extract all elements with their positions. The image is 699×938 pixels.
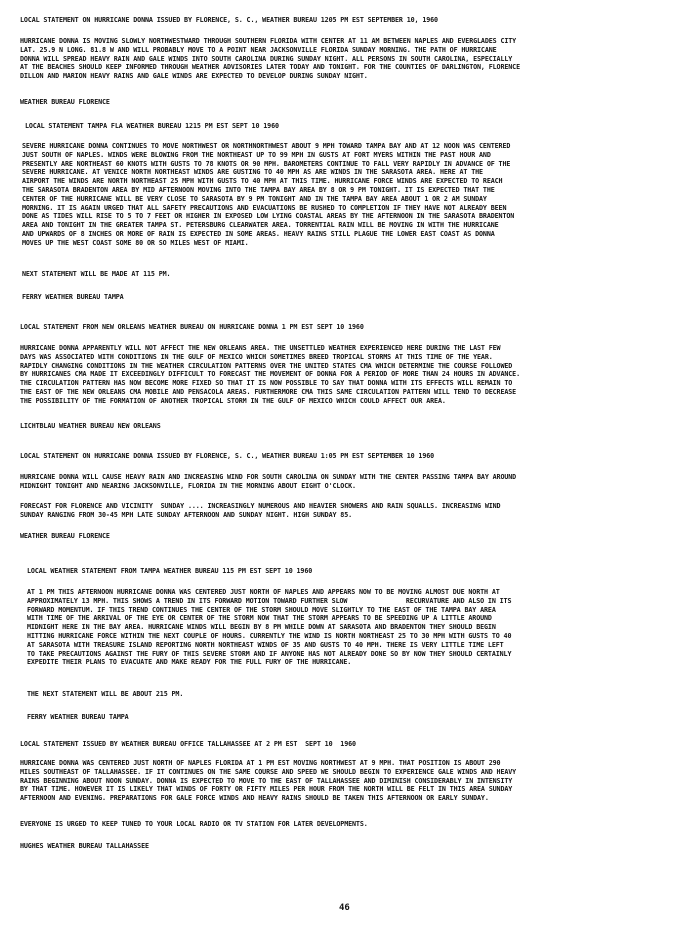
statement-2-heading: LOCAL STATEMENT TAMPA FLA WEATHER BUREAU 1215 PM EST SEPT 10 1960 — [25, 122, 279, 130]
statement-4-body: HURRICANE DONNA WILL CAUSE HEAVY RAIN AND INCREASING WIND FOR SOUTH CAROLINA ON SUNDAY WITH THE CENTER PASSING TAMPA BAY AROUND MIDNIGHT TONIGHT AND NEARING JACKSONVILLE, FLORIDA IN THE MORNING ABOUT EIGHT O'CLOCK. — [20, 473, 517, 490]
statement-6-body: HURRICANE DONNA WAS CENTERED JUST NORTH OF NAPLES FLORIDA AT 1 PM EST MOVING NORTHWEST AT 9 MPH. THAT POSITION IS ABOUT 290 MILES SOUTHEAST OF TALLAHASSEE. IF IT CONTINUES ON THE SAME COURSE AND SPEED WE SHOULD BEGIN TO EXPERIENCE GALE WINDS AND HEAVY RAINS BEGINNING ABOUT NOON SUNDAY. DONNA IS EXPECTED TO MOVE TO THE EAST OF TALLAHASSEE AND DIMINISH CONSIDERABLY IN INTENSITY BY THAT TIME. HOWEVER IT IS LIKELY THAT WINDS OF FORTY OR FIFTY MILES PER HOUR FROM THE NORTH WILL BE FELT IN THIS AREA SUNDAY AFTERNOON AND EVENING. PREPARATIONS FOR GALE FORCE WINDS AND HEAVY RAINS SHOULD BE TAKEN THIS AFTERNOON OR EARLY SUNDAY. — [20, 759, 517, 803]
statement-5-heading: LOCAL WEATHER STATEMENT FROM TAMPA WEATHER BUREAU 115 PM EST SEPT 10 1960 — [27, 567, 313, 575]
statement-4-signature: WEATHER BUREAU FLORENCE — [20, 532, 110, 540]
statement-2-next: NEXT STATEMENT WILL BE MADE AT 115 PM. — [22, 270, 171, 278]
statement-3-heading: LOCAL STATEMENT FROM NEW ORLEANS WEATHER BUREAU ON HURRICANE DONNA 1 PM EST SEPT 10 1960 — [20, 323, 364, 331]
statement-4-heading: LOCAL STATEMENT ON HURRICANE DONNA ISSUED BY FLORENCE, S. C., WEATHER BUREAU 1:05 PM EST SEPTEMBER 10 1960 — [20, 452, 435, 460]
page-number: 46 — [339, 903, 350, 913]
statement-2-signature: FERRY WEATHER BUREAU TAMPA — [22, 293, 124, 301]
statement-1-body: HURRICANE DONNA IS MOVING SLOWLY NORTHWESTWARD THROUGH SOUTHERN FLORIDA WITH CENTER AT 11 AM BETWEEN NAPLES AND EVERGLADES CITY LAT. 25.9 N LONG. 81.8 W AND WILL PROBABLY MOVE TO A POINT NEAR JACKSONVILLE FLORIDA SUNDAY MORNING. THE PATH OF HURRICANE DONNA WILL SPREAD HEAVY RAIN AND GALE WINDS INTO SOUTH CAROLINA DURING SUNDAY NIGHT. ALL PERSONS IN SOUTH CAROLINA, ESPECIALLY AT THE BEACHES SHOULD KEEP INFORMED THROUGH WEATHER ADVISORIES LATER TODAY AND TONIGHT. FOR THE COUNTIES OF DARLINGTON, FLORENCE DILLON AND MARION HEAVY RAINS AND GALE WINDS ARE EXPECTED TO DEVELOP DURING SUNDAY NIGHT. — [20, 37, 520, 81]
statement-3-signature: LICHTBLAU WEATHER BUREAU NEW ORLEANS — [20, 422, 161, 430]
statement-2-body: SEVERE HURRICANE DONNA CONTINUES TO MOVE NORTHWEST OR NORTHNORTHWEST ABOUT 9 MPH TOWARD TAMPA BAY AND AT 12 NOON WAS CENTERED JUST SOUTH OF NAPLES. WINDS WERE BLOWING FROM THE NORTHEAST UP TO 99 MPH IN GUSTS AT FORT MYERS WITHIN THE PAST HOUR AND PRESENTLY ARE NORTHEAST 60 KNOTS WITH GUSTS TO 78 KNOTS OR 90 MPH. BAROMETERS CONTINUE TO FALL VERY RAPIDLY IN ADVANCE OF THE SEVERE HURRICANE. AT VENICE NORTH NORTHEAST WINDS ARE GUSTING TO 40 MPH AS ARE WINDS IN THE SARASOTA AREA. HERE AT THE AIRPORT THE WINDS ARE NORTH NORTHEAST 25 MPH WITH GUSTS TO 40 MPH AT THIS TIME. HURRICANE FORCE WINDS ARE EXPECTED TO REACH THE SARASOTA BRADENTON AREA BY MID AFTERNOON MOVING INTO THE TAMPA BAY AREA BY 8 OR 9 PM TONIGHT. IT IS EXPECTED THAT THE CENTER OF THE HURRICANE WILL BE VERY CLOSE TO SARASOTA BY 9 PM TONIGHT AND IN THE TAMPA BAY AREA ABOUT 1 OR 2 AM SUNDAY MORNING. IT IS AGAIN URGED THAT ALL SAFETY PRECAUTIONS AND EVACUATIONS BE RUSHED TO COMPLETION IF THEY HAVE NOT ALREADY BEEN DONE AS TIDES WILL RISE TO 5 TO 7 FEET OR HIGHER IN EXPOSED LOW LYING COASTAL AREAS BY THE AFTERNOON IN THE SARASOTA BRADENTON AREA AND TONIGHT IN THE GREATER TAMPA ST. PETERSBURG CLEARWATER AREA. TORRENTIAL RAIN WILL BE MOVING IN WITH THE HURRICANE AND UPWARDS OF 8 INCHES OR MORE OF RAIN IS EXPECTED IN SOME AREAS. HEAVY RAINS STILL PLAGUE THE LOWER EAST COAST AS DONNA MOVES UP THE WEST COAST SOME 80 OR SO MILES WEST OF MIAMI. — [22, 142, 515, 247]
statement-1-heading: LOCAL STATEMENT ON HURRICANE DONNA ISSUED BY FLORENCE, S. C., WEATHER BUREAU 1205 PM EST SEPTEMBER 10, 1960 — [20, 16, 438, 24]
statement-6-signature: HUGHES WEATHER BUREAU TALLAHASSEE — [20, 842, 149, 850]
statement-4-forecast: FORECAST FOR FLORENCE AND VICINITY SUNDAY .... INCREASINGLY NUMEROUS AND HEAVIER SHOWERS AND RAIN SQUALLS. INCREASING WIND SUNDAY RANGING FROM 30-45 MPH LATE SUNDAY AFTERNOON AND SUNDAY NIGHT. HIGH SUNDAY 85. — [20, 502, 501, 519]
statement-6-next: EVERYONE IS URGED TO KEEP TUNED TO YOUR LOCAL RADIO OR TV STATION FOR LATER DEVELOPMENTS. — [20, 820, 368, 828]
statement-5-next: THE NEXT STATEMENT WILL BE ABOUT 215 PM. — [27, 690, 184, 698]
statement-6-heading: LOCAL STATEMENT ISSUED BY WEATHER BUREAU OFFICE TALLAHASSEE AT 2 PM EST SEPT 10 1960 — [20, 740, 356, 748]
statement-5-body: AT 1 PM THIS AFTERNOON HURRICANE DONNA WAS CENTERED JUST NORTH OF NAPLES AND APPEARS NOW TO BE MOVING ALMOST DUE NORTH AT APPROXIMATELY 13 MPH. THIS SHOWS A TREND IN ITS FORWARD MOTION TOWARD FURTHER SLOW RECURVATURE AND ALSO IN ITS FORWARD MOMENTUM. IF THIS TREND CONTINUES THE CENTER OF THE STORM SHOULD MOVE SLIGHTLY TO THE EAST OF THE TAMPA BAY AREA WITH TIME OF THE ARRIVAL OF THE EYE OR CENTER OF THE STORM NOW THAT THE STORM APPEARS TO BE SPEEDING UP A LITTLE AROUND MIDNIGHT HERE IN THE BAY AREA. HURRICANE WINDS WILL BEGIN BY 8 PM WHILE DOWN AT SARASOTA AND BRADENTON THEY SHOULD BEGIN HITTING HURRICANE FORCE WITHIN THE NEXT COUPLE OF HOURS. CURRENTLY THE WIND IS NORTH NORTHEAST 25 TO 30 MPH WITH GUSTS TO 40 AT SARASOTA WITH TREASURE ISLAND REPORTING NORTH NORTHEAST WINDS OF 35 AND GUSTS TO 40 MPH. THERE IS VERY LITTLE TIME LEFT TO TAKE PRECAUTIONS AGAINST THE FURY OF THIS SEVERE STORM AND IF ANYONE HAS NOT ALREADY DONE SO BY NOW THEY SHOULD CERTAINLY EXPEDITE THEIR PLANS TO EVACUATE AND MAKE READY FOR THE FULL FURY OF THE HURRICANE. — [27, 588, 512, 667]
statement-5-signature: FERRY WEATHER BUREAU TAMPA — [27, 713, 129, 721]
statement-1-signature: WEATHER BUREAU FLORENCE — [20, 98, 110, 106]
statement-3-body: HURRICANE DONNA APPARENTLY WILL NOT AFFECT THE NEW ORLEANS AREA. THE UNSETTLED WEATHER EXPERIENCED HERE DURING THE LAST FEW DAYS WAS ASSOCIATED WITH CONDITIONS IN THE GULF OF MEXICO WHICH SOMETIMES BREED TROPICAL STORMS AT THIS TIME OF THE YEAR. RAPIDLY CHANGING CONDITIONS IN THE WEATHER CIRCULATION PATTERNS OVER THE UNITED STATES CMA WHICH DETERMINE THE COURSE FOLLOWED BY HURRICANES CMA MADE IT EXCEEDINGLY DIFFICULT TO FORECAST THE MOVEMENT OF DONNA FOR A PERIOD OF MORE THAN 24 HOURS IN ADVANCE. THE CIRCULATION PATTERN HAS NOW BECOME MORE FIXED SO THAT IT IS NOW POSSIBLE TO SAY THAT DONNA WITH ITS EFFECTS WILL REMAIN TO THE EAST OF THE NEW ORLEANS CMA MOBILE AND PENSACOLA AREAS. FURTHERMORE CMA THIS SAME CIRCULATION PATTERN WILL TEND TO DECREASE THE POSSIBILITY OF THE FORMATION OF ANOTHER TROPICAL STORM IN THE GULF OF MEXICO WHICH COULD AFFECT OUR AREA. — [20, 344, 520, 405]
